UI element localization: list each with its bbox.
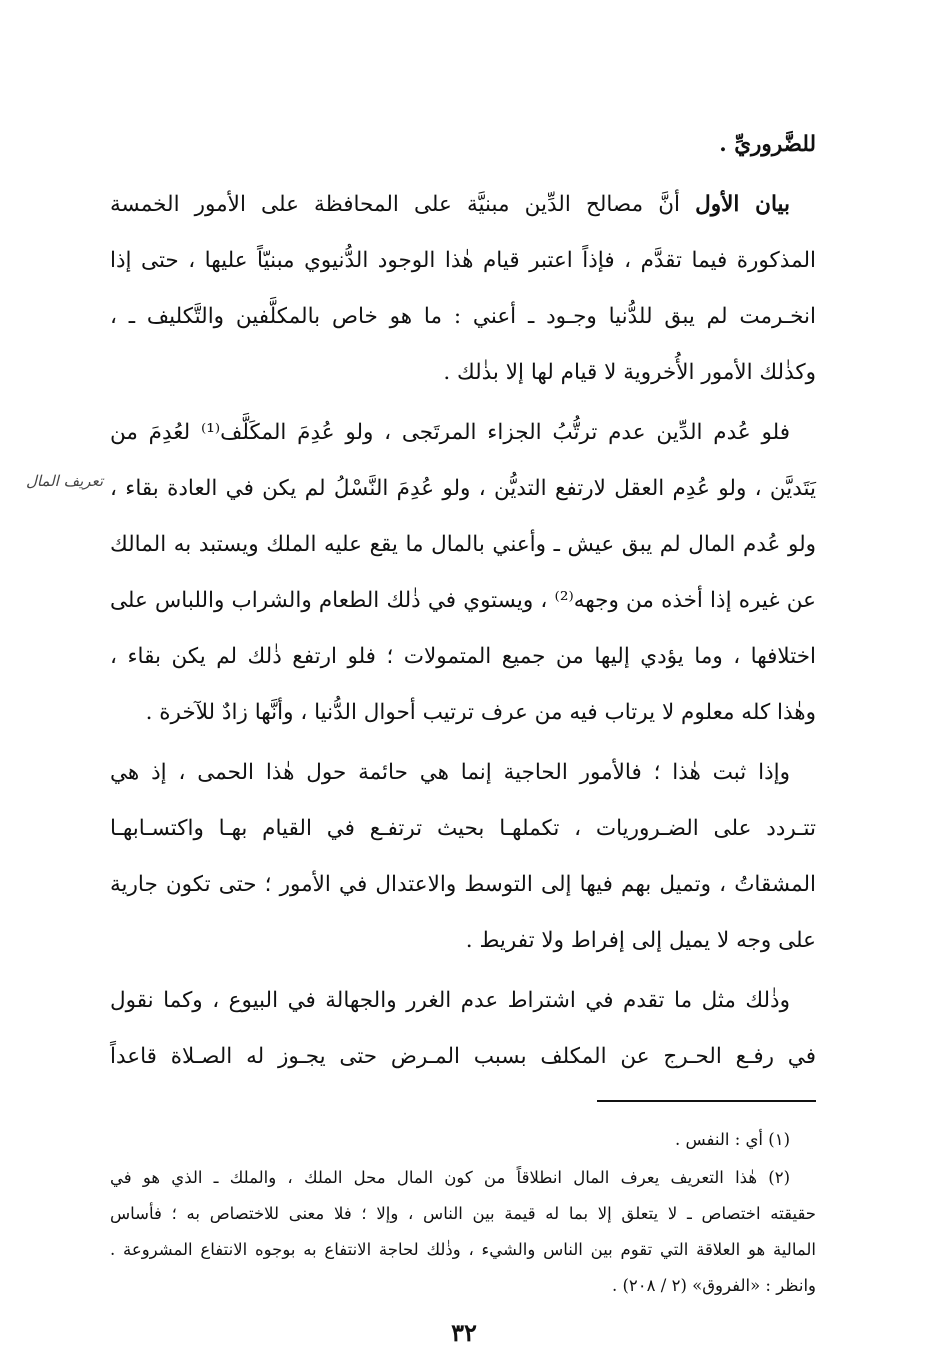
footnote-line: حقيقته اختصاص ـ لا يتعلق إلا بما له قيمة بين الناس ، وإلا ؛ فلا معنى للاختصاص به ؛ فأساس [110, 1204, 816, 1223]
section-lead: بيان الأول [695, 192, 790, 217]
text-line: وذٰلك مثل ما تقدم في اشتراط عدم الغرر والجهالة في البيوع ، وكما نقول [110, 988, 790, 1013]
footnote-line: (١) أي : النفس . [674, 1130, 790, 1149]
text-line: تتـردد على الضـروريات ، تكملهـا بحيث ترتفـع في القيام بهـا واكتسـابهـا [110, 816, 816, 841]
text-line: المشقاتُ ، وتميل بهم فيها إلى التوسط والاعتدال في الأمور ؛ حتى تكون جارية [110, 872, 816, 897]
text-line: فلو عُدم الدِّين عدم ترتُّبُ الجزاء المرتَجى ، ولو عُدِمَ المكَلَّف⁽¹⁾ لعُدِمَ من [110, 420, 790, 445]
text-line: انخـرمت لم يبق للدُّنيا وجـود ـ أعني : ما هو خاص بالمكلَّفين والتَّكليف ـ ، [110, 304, 816, 329]
footnote-line: وانظر : «الفروق» (٢ / ٢٠٨) . [611, 1276, 816, 1295]
text-line: عن غيره إذا أخذه من وجهه⁽²⁾ ، ويستوي في ذٰلك الطعام والشراب واللباس على [110, 588, 816, 613]
text-span: أنَّ مصالح الدِّين مبنيَّة على المحافظة على الأمور الخمسة [110, 192, 680, 217]
footnote-line: (٢) هٰذا التعريف يعرف المال انطلاقاً من كون المال محل الملك ، والملك ـ الذي هو في [110, 1168, 790, 1187]
handwritten-margin-note: تعريف المال [25, 472, 103, 490]
text-line: في رفـع الحـرج عن المكلف بسبب المـرض حتى يجـوز له الصـلاة قاعداً [110, 1044, 816, 1069]
text-line: ولو عُدم المال لم يبق عيش ـ وأعني بالمال ما يقع عليه الملك ويستبد به المالك [110, 532, 816, 557]
text-line [110, 177, 816, 233]
page-number: ٣٢ [451, 1318, 477, 1347]
text-line: وكذٰلك الأمور الأُخروية لا قيام لها إلا بذٰلك . [443, 360, 816, 385]
text-line: للضَّروريِّ . [719, 132, 816, 157]
text-line: وهٰذا كله معلوم لا يرتاب فيه من عرف ترتيب أحوال الدُّنيا ، وأنَّها زادٌ للآخرة . [145, 700, 816, 725]
text-line: يَتَديَّن ، ولو عُدِم العقل لارتفع التديُّن ، ولو عُدِمَ النَّسْلُ لم يكن في العادة بقاء ، [110, 476, 816, 501]
text-line: اختلافها ، وما يؤدي إليها من جميع المتمولات ؛ فلو ارتفع ذٰلك لم يكن بقاء ، [110, 644, 816, 669]
text-line: وإذا ثبت هٰذا ؛ فالأمور الحاجية إنما هي حائمة حول هٰذا الحمى ، إذ هي [110, 760, 790, 785]
footnote-separator [597, 1100, 816, 1102]
text-line: على وجه لا يميل إلى إفراط ولا تفريط . [465, 928, 816, 953]
footnote-line: المالية هو العلاقة التي تقوم بين الناس والشيء ، وذٰلك لحاجة الانتفاع به بوجوه الانتفاع المشروعة . [110, 1240, 816, 1259]
text-line: المذكورة فيما تقدَّم ، فإذاً اعتبر قيام هٰذا الوجود الدُّنيوي مبنيّاً عليها ، حتى إذا [110, 248, 816, 273]
